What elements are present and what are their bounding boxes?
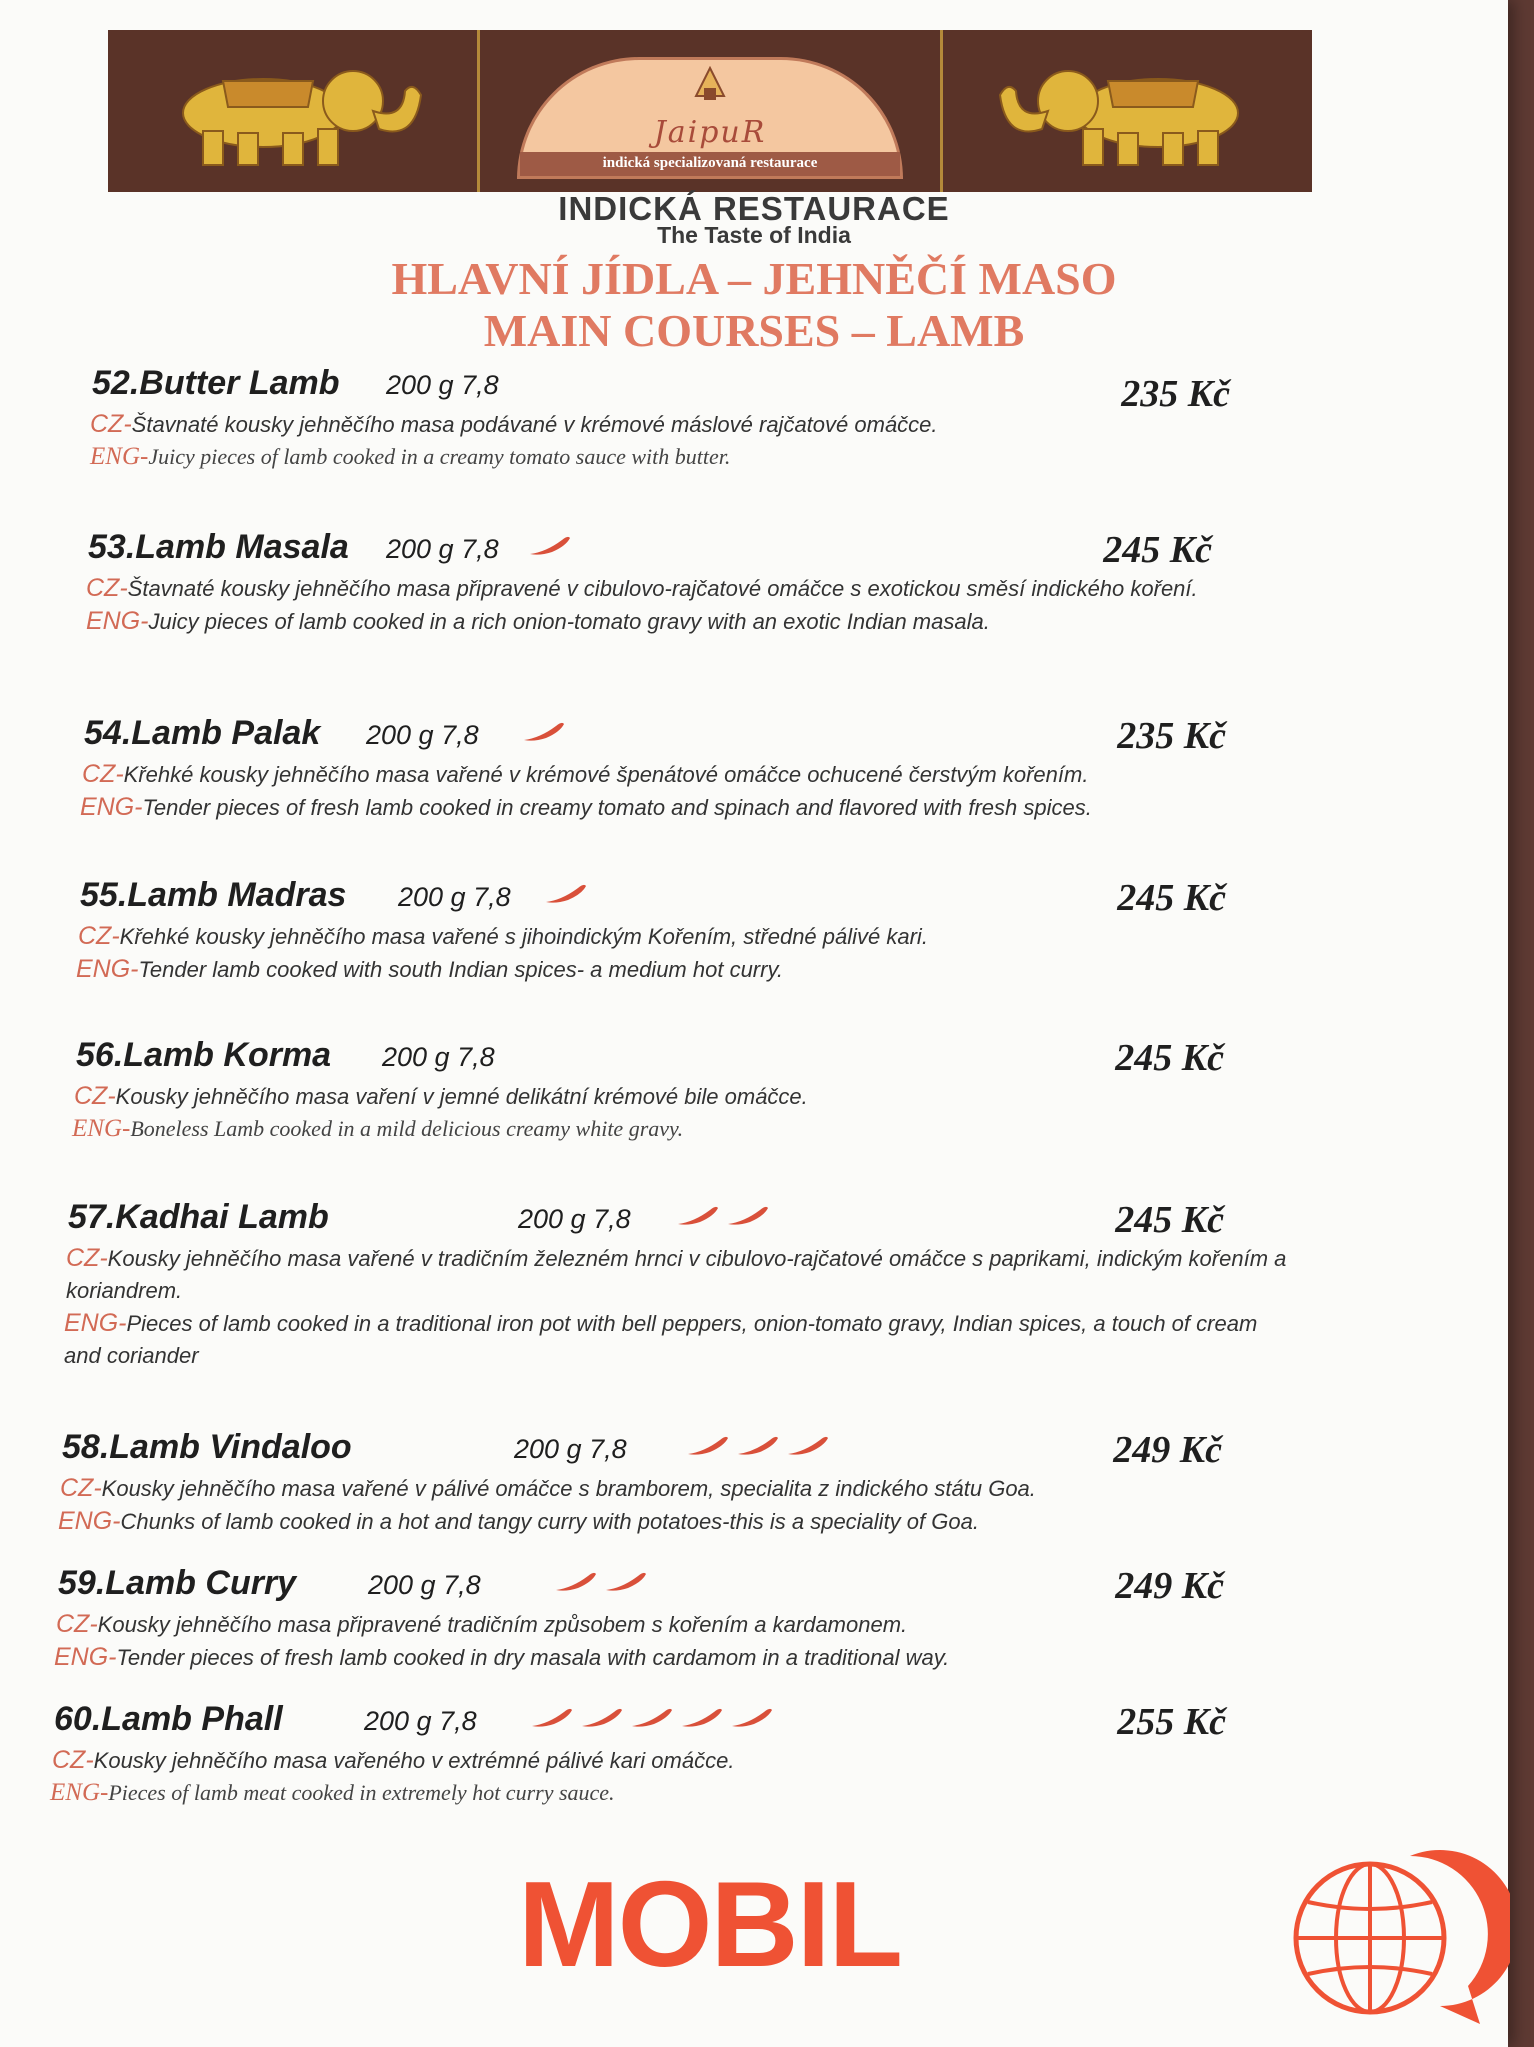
eng-text: Juicy pieces of lamb cooked in a rich onion-tomato gravy with an exotic Indian masala. — [148, 609, 990, 634]
dish-weight: 200 g 7,8 — [366, 720, 479, 750]
restaurant-tagline: The Taste of India — [657, 222, 851, 248]
logo-name: JaipuR — [653, 115, 767, 150]
dish-desc-eng — [50, 1777, 1508, 1809]
eng-label: ENG- — [58, 1507, 121, 1535]
chili-icon — [786, 1432, 830, 1456]
spice-level — [530, 1704, 774, 1728]
cz-text: Křehké kousky jehněčího masa vařené v krémové špenátové omáčce ochucené čerstvým kořením. — [123, 762, 1089, 787]
banner-right-panel — [943, 30, 1312, 192]
dish-price: 249 Kč — [1113, 1429, 1222, 1471]
eng-label: ENG- — [76, 955, 139, 983]
chili-icon — [554, 1568, 598, 1592]
menu-banner — [108, 30, 1312, 192]
cz-text: Štavnaté kousky jehněčího masa podávané v krémové máslové rajčatové omáčce. — [131, 412, 938, 437]
menu-item — [0, 528, 1508, 638]
dish-weight: 200 g 7,8 — [382, 1042, 495, 1072]
cz-text: Kousky jehněčího masa vařené v pálivé omáčce s bramborem, specialita z indického státu Goa. — [101, 1476, 1036, 1501]
menu-item — [0, 1198, 1508, 1372]
temple-icon — [690, 66, 730, 106]
dish-name: 56.Lamb Korma — [76, 1036, 332, 1074]
dish-weight: 200 g 7,8 — [364, 1706, 477, 1736]
chili-icon — [686, 1432, 730, 1456]
cz-label: CZ- — [82, 760, 124, 788]
dish-desc-cz — [56, 1608, 1508, 1641]
dish-desc-cz — [78, 920, 1508, 953]
spice-level — [554, 1568, 648, 1592]
spice-level — [686, 1432, 830, 1456]
dish-desc-eng — [58, 1505, 1508, 1538]
menu-item — [0, 364, 1508, 473]
dish-weight: 200 g 7,8 — [386, 534, 499, 564]
brand-wordmark: MOBIL — [518, 1856, 902, 1992]
dish-desc-cz — [60, 1472, 1508, 1505]
chili-icon — [676, 1202, 720, 1226]
dish-desc-eng — [72, 1113, 1508, 1145]
eng-label: ENG- — [64, 1309, 127, 1337]
dish-name: 55.Lamb Madras — [80, 876, 347, 914]
eng-text: Juicy pieces of lamb cooked in a creamy tomato sauce with butter. — [148, 444, 731, 469]
cz-label: CZ- — [56, 1610, 98, 1638]
menu-item — [0, 1428, 1508, 1538]
dish-price: 245 Kč — [1117, 877, 1226, 919]
dish-name: 57.Kadhai Lamb — [68, 1198, 329, 1236]
eng-text: Tender pieces of fresh lamb cooked in dry masala with cardamom in a traditional way. — [116, 1645, 950, 1670]
eng-label: ENG- — [86, 607, 149, 635]
eng-label: ENG- — [90, 443, 149, 470]
eng-text: Boneless Lamb cooked in a mild delicious creamy white gravy. — [130, 1116, 684, 1141]
menu-item — [0, 1700, 1508, 1809]
dish-price: 249 Kč — [1115, 1565, 1224, 1607]
elephant-icon — [143, 51, 443, 171]
dish-desc-cz — [66, 1242, 1306, 1307]
spice-level — [528, 532, 572, 556]
banner-logo-panel — [480, 30, 943, 192]
dish-desc-eng — [86, 605, 1508, 638]
dish-name: 60.Lamb Phall — [54, 1700, 283, 1738]
dish-price: 235 Kč — [1117, 715, 1226, 757]
dish-desc-eng — [76, 953, 1508, 986]
chili-icon — [630, 1704, 674, 1728]
eng-text: Pieces of lamb cooked in a traditional iron pot with bell peppers, onion-tomato gravy, Indian spices, a touch of cream and coriander — [64, 1311, 1258, 1368]
spice-level — [522, 718, 566, 742]
cz-label: CZ- — [52, 1746, 94, 1774]
dish-weight: 200 g 7,8 — [518, 1204, 631, 1234]
eng-text: Tender pieces of fresh lamb cooked in creamy tomato and spinach and flavored with fresh spices. — [142, 795, 1092, 820]
dish-desc-cz — [82, 758, 1508, 791]
section-title-en: MAIN COURSES – LAMB — [483, 305, 1025, 356]
cz-text: Kousky jehněčího masa vařeného v extrémné pálivé kari omáčce. — [93, 1748, 735, 1773]
cz-text: Štavnaté kousky jehněčího masa připravené v cibulovo-rajčatové omáčce s exotickou směsí indického koření. — [127, 576, 1198, 601]
chili-icon — [580, 1704, 624, 1728]
dish-name: 52.Butter Lamb — [92, 364, 340, 402]
restaurant-logo — [517, 57, 903, 179]
dish-price: 235 Kč — [1121, 373, 1230, 415]
dish-price: 245 Kč — [1115, 1037, 1224, 1079]
dish-price: 255 Kč — [1117, 1701, 1226, 1743]
dish-desc-cz — [52, 1744, 1508, 1777]
cz-label: CZ- — [74, 1082, 116, 1110]
cz-label: CZ- — [86, 574, 128, 602]
dish-name: 53.Lamb Masala — [88, 528, 349, 566]
eng-label: ENG- — [80, 793, 143, 821]
chili-icon — [730, 1704, 774, 1728]
cz-label: CZ- — [66, 1244, 108, 1272]
dish-weight: 200 g 7,8 — [398, 882, 511, 912]
globe-speech-icon — [1290, 1846, 1510, 2026]
dish-price: 245 Kč — [1103, 529, 1212, 571]
chili-icon — [528, 532, 572, 556]
logo-subtitle: indická specializovaná restaurace — [520, 152, 900, 176]
dish-name: 58.Lamb Vindaloo — [62, 1428, 352, 1466]
elephant-icon — [978, 51, 1278, 171]
menu-item — [0, 1564, 1508, 1674]
menu-item — [0, 876, 1508, 986]
dish-desc-cz — [86, 572, 1236, 605]
menu-item — [0, 714, 1508, 824]
eng-label: ENG- — [54, 1643, 117, 1671]
eng-text: Tender lamb cooked with south Indian spices- a medium hot curry. — [138, 957, 783, 982]
banner-left-panel — [108, 30, 480, 192]
dish-desc-eng — [64, 1307, 1264, 1372]
spice-level — [544, 880, 588, 904]
eng-label: ENG- — [72, 1115, 131, 1142]
chili-icon — [736, 1432, 780, 1456]
dish-desc-cz — [74, 1080, 1508, 1113]
chili-icon — [680, 1704, 724, 1728]
eng-label: ENG- — [50, 1779, 109, 1806]
chili-icon — [604, 1568, 648, 1592]
chili-icon — [530, 1704, 574, 1728]
dish-weight: 200 g 7,8 — [368, 1570, 481, 1600]
cz-label: CZ- — [60, 1474, 102, 1502]
section-title-cz: HLAVNÍ JÍDLA – JEHNĚČÍ MASO — [391, 253, 1117, 304]
dish-desc-eng — [54, 1641, 1508, 1674]
chili-icon — [544, 880, 588, 904]
cz-label: CZ- — [90, 410, 132, 438]
dish-name: 59.Lamb Curry — [58, 1564, 297, 1602]
spice-level — [676, 1202, 770, 1226]
cz-text: Křehké kousky jehněčího masa vařené s jihoindickým Kořením, středné pálivé kari. — [119, 924, 928, 949]
dish-weight: 200 g 7,8 — [514, 1434, 627, 1464]
dish-name: 54.Lamb Palak — [84, 714, 321, 752]
menu-item — [0, 1036, 1508, 1145]
dish-desc-eng — [90, 441, 1508, 473]
dish-price: 245 Kč — [1115, 1199, 1224, 1241]
eng-text: Chunks of lamb cooked in a hot and tangy curry with potatoes-this is a speciality of Goa. — [120, 1509, 979, 1534]
dish-desc-eng — [80, 791, 1508, 824]
dish-weight: 200 g 7,8 — [386, 370, 499, 400]
eng-text: Pieces of lamb meat cooked in extremely hot curry sauce. — [108, 1780, 615, 1805]
chili-icon — [726, 1202, 770, 1226]
restaurant-heading: INDICKÁ RESTAURACE — [558, 190, 950, 227]
chili-icon — [522, 718, 566, 742]
cz-text: Kousky jehněčího masa vaření v jemné delikátní krémové bile omáčce. — [115, 1084, 808, 1109]
dish-desc-cz — [90, 408, 1508, 441]
cz-text: Kousky jehněčího masa připravené tradičním způsobem s kořením a kardamonem. — [97, 1612, 908, 1637]
cz-text: Kousky jehněčího masa vařené v tradičním železném hrnci v cibulovo-rajčatové omáčce s paprikami, indickým kořením a koriandrem. — [66, 1246, 1287, 1303]
cz-label: CZ- — [78, 922, 120, 950]
